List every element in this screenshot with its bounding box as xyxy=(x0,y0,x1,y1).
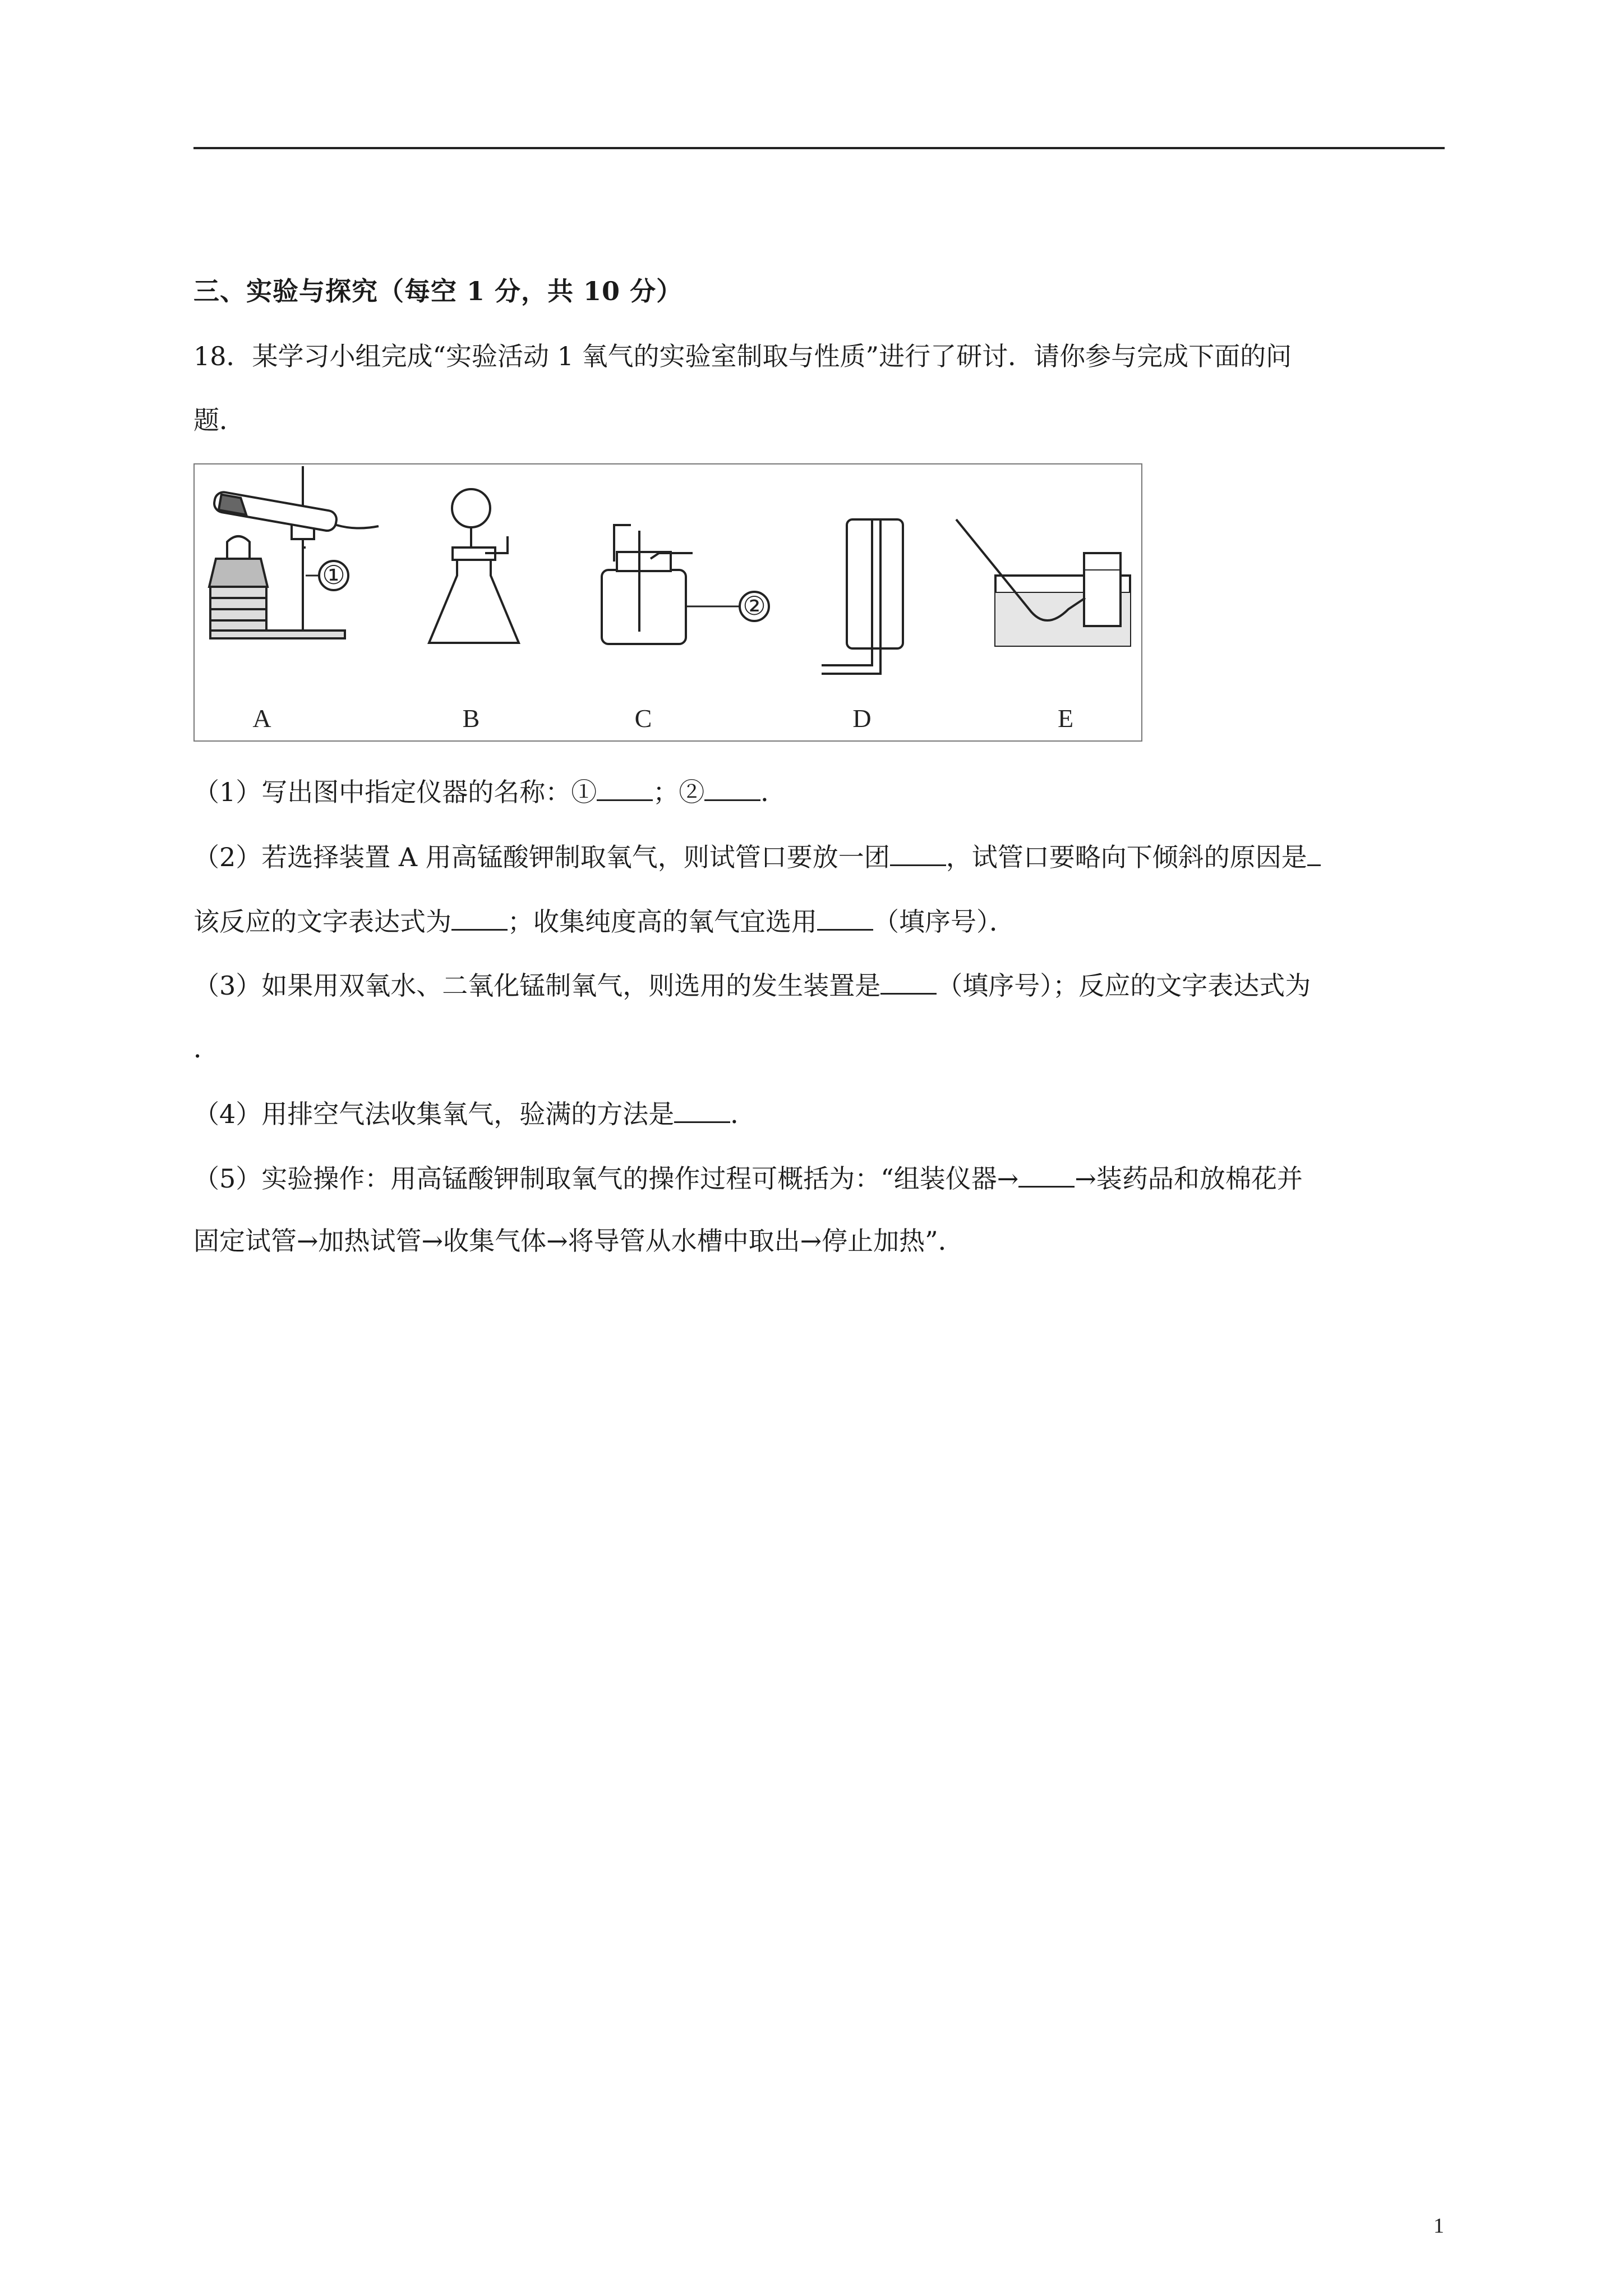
part-1-text-b: ；② xyxy=(653,777,705,807)
apparatus-label-c: C xyxy=(634,704,652,733)
part-2-text-d: ；收集纯度高的氧气宜选用 xyxy=(508,907,817,937)
answer-blank-1-2[interactable] xyxy=(704,777,760,801)
part-5-text-a: （5）实验操作：用高锰酸钾制取氧气的操作过程可概括为：“组装仪器→ xyxy=(193,1163,1019,1194)
apparatus-label-d: D xyxy=(852,704,872,733)
part-3-line2 xyxy=(193,1033,1445,1064)
part-2-text-e: （填序号）． xyxy=(873,907,1015,937)
part-3-text-b: （填序号）；反应的文字表达式为 xyxy=(937,970,1311,1001)
section-title: 三、实验与探究（每空 1 分，共 10 分） xyxy=(193,276,683,306)
part-3-text-a: （3）如果用双氧水、二氧化锰制氧气，则选用的发生装置是 xyxy=(193,970,881,1001)
callout-1: ① xyxy=(322,561,345,590)
callout-2: ② xyxy=(743,592,766,620)
apparatus-figure xyxy=(193,463,1147,743)
answer-blank-2-2[interactable] xyxy=(1307,842,1321,866)
part-2-text-c: 该反应的文字表达式为 xyxy=(193,907,451,937)
apparatus-label-a: A xyxy=(252,704,271,733)
part-2-text-b: ，试管口要略向下倾斜的原因是 xyxy=(946,842,1307,872)
answer-blank-1-1[interactable] xyxy=(597,777,653,801)
part-5-text-b: →装药品和放棉花并 xyxy=(1075,1163,1303,1194)
answer-blank-5-1[interactable] xyxy=(1018,1163,1075,1188)
page-number: 1 xyxy=(1433,2214,1444,2238)
question-stem-line2: 题． xyxy=(193,405,245,435)
part-4-text-b: ． xyxy=(730,1099,757,1129)
part-2-line2 xyxy=(193,907,1445,935)
part-5-line2 xyxy=(193,1228,1445,1254)
apparatus-label-e: E xyxy=(1057,704,1074,733)
header-rule xyxy=(193,147,1445,149)
part-2-line1 xyxy=(193,842,1445,870)
part-5-line1 xyxy=(193,1163,1445,1194)
answer-blank-2-3[interactable] xyxy=(451,907,508,931)
answer-blank-2-4[interactable] xyxy=(817,907,873,931)
answer-blank-3-1[interactable] xyxy=(880,970,937,995)
answer-blank-2-1[interactable] xyxy=(890,842,946,866)
part-3-text-c: ． xyxy=(193,1033,219,1064)
part-1 xyxy=(193,777,1445,805)
apparatus-label-b: B xyxy=(462,704,480,733)
question-stem-line1: 18．某学习小组完成“实验活动 1 氧气的实验室制取与性质”进行了研讨．请你参与完成下面的问 xyxy=(193,341,1292,371)
answer-blank-4-1[interactable] xyxy=(674,1099,730,1123)
part-4-text-a: （4）用排空气法收集氧气，验满的方法是 xyxy=(193,1099,675,1129)
part-1-text-a: （1）写出图中指定仪器的名称：① xyxy=(193,777,597,807)
part-5-text-c: 固定试管→加热试管→收集气体→将导管从水槽中取出→停止加热”． xyxy=(193,1226,964,1256)
part-1-text-c: ． xyxy=(760,777,787,807)
part-3-line1 xyxy=(193,970,1445,999)
part-4 xyxy=(193,1099,1445,1127)
part-2-text-a: （2）若选择装置 A 用高锰酸钾制取氧气，则试管口要放一团 xyxy=(193,842,890,872)
